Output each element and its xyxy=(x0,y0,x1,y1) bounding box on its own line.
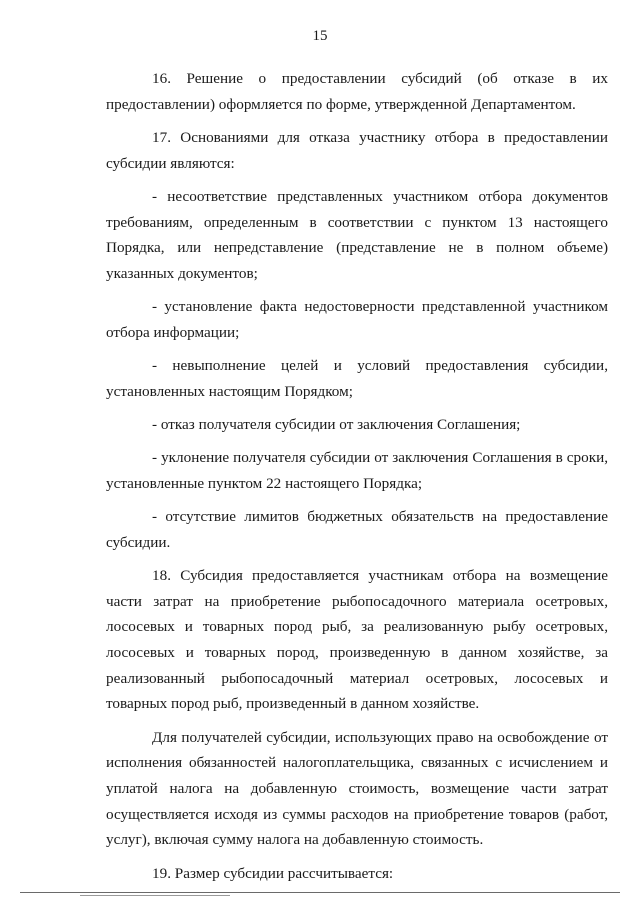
list-item-evasion: - уклонение получателя субсидии от заключения Соглашения в сроки, установленные пунктом 22 настоящего Порядка; xyxy=(106,449,608,492)
footer-rule xyxy=(20,892,630,898)
footer-line-short xyxy=(80,895,230,896)
paragraph-16: 16. Решение о предоставлении субсидий (об отказе в их предоставлении) оформляется по форме, утвержденной Департаментом. xyxy=(106,70,608,113)
paragraph-18: 18. Субсидия предоставляется участникам отбора на возмещение части затрат на приобретение рыбопосадочного материала осетровых, лососевых и товарных пород рыб, за реализованную рыбу осетровых, лососевых и товарных пород, произведенную в данном хозяйстве, за реализованный рыбопосадочный материал осетровых, лососевых и товарных пород рыб, произведенный в данном хозяйстве. xyxy=(106,566,608,713)
page-number: 15 xyxy=(312,28,328,44)
list-item-no-limits: - отсутствие лимитов бюджетных обязательств на предоставление субсидии. xyxy=(106,508,608,551)
paragraph-19: 19. Размер субсидии рассчитывается: xyxy=(152,864,394,882)
list-item-conditions-not-met: - невыполнение целей и условий предоставления субсидии, установленных настоящим Порядком; xyxy=(106,357,608,400)
paragraph-17: 17. Основаниями для отказа участнику отбора в предоставлении субсидии являются: xyxy=(106,128,608,172)
list-item-refusal: - отказ получателя субсидии от заключения Соглашения; xyxy=(152,415,521,433)
list-item-nonconformity: - несоответствие представленных участником отбора документов требованиям, определенным в соответствии с пунктом 13 настоящего Порядка, или непредставление (представление не в полном объеме) указанных документов; xyxy=(106,187,608,282)
footer-line xyxy=(20,892,620,893)
document-body xyxy=(106,66,608,886)
list-item-false-information: - установление факта недостоверности представленной участником отбора информации; xyxy=(106,298,608,341)
paragraph-vat-exempt: Для получателей субсидии, использующих право на освобождение от исполнения обязанностей налогоплательщика, связанных с исчислением и уплатой налога на добавленную стоимость, возмещение части затрат осуществляется исходя из суммы расходов на приобретение товаров (работ, услуг), включая сумму налога на добавленную стоимость. xyxy=(106,728,608,849)
